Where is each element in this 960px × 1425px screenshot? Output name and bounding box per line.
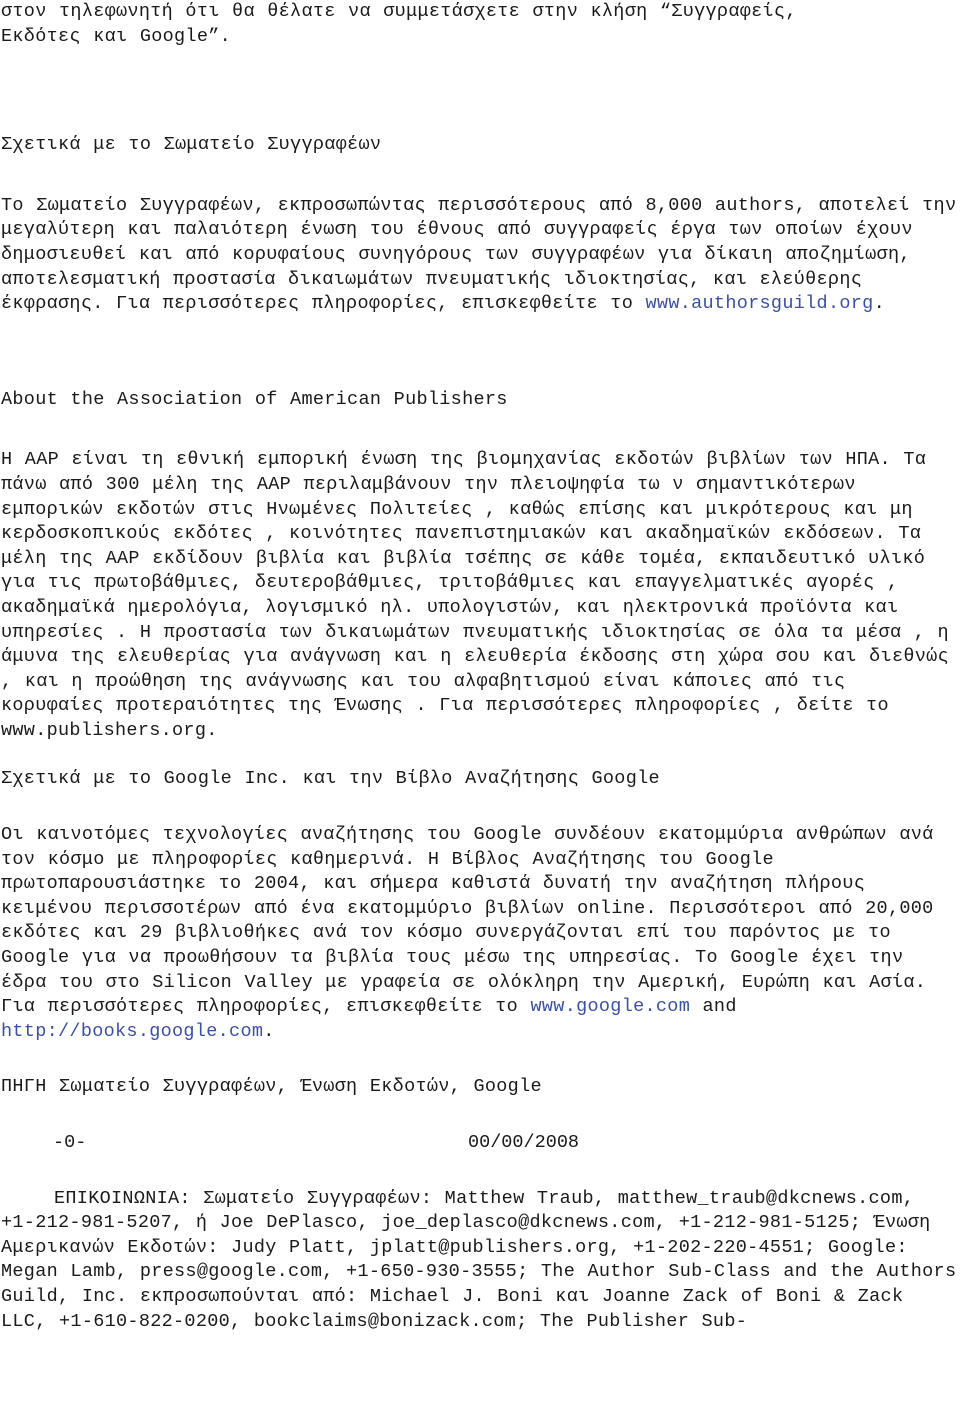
authors-guild-body: [0, 194, 960, 317]
intro-line-2: Εκδότες και Google”.: [1, 25, 232, 47]
google-link[interactable]: www.google.com: [530, 996, 691, 1018]
intro-line-1: στον τηλεφωνητή ότι θα θέλατε να συμμετάσχετε στην κλήση “Συγγραφείς,: [1, 1, 797, 22]
google-body: [0, 823, 960, 1044]
authors-guild-heading: Σχετικά με το Σωματείο Συγγραφέων: [1, 134, 382, 156]
intro-paragraph: [0, 0, 960, 49]
source-line: ΠΗΓΗ Σωματείο Συγγραφέων, Ένωση Εκδοτών, Google: [1, 1076, 542, 1098]
dateline-date: 00/00/2008: [468, 1132, 580, 1153]
google-heading: Σχετικά με το Google Inc. και την Βίβλο Αναζήτησης Google: [1, 768, 660, 790]
google-text: Οι καινοτόμες τεχνολογίες αναζήτησης του Google συνδέουν εκατομμύρια ανθρώπων ανά τον κόσμο με πληροφορίες καθημερινά. Η Βίβλος Αναζήτησης του Google πρωτοπαρουσιάστηκε το 2004, και σήμερα καθιστά δυνατή την αναζήτηση πλήρους κειμένου περισσοτέρων από ένα εκατομμύριο βιβλίων online. Περισσότεροι από 20,000 εκδότες και 29 βιβλιοθήκες ανά τον κόσμο συνεργάζονται επί του παρόντος με το Google για να προωθήσουν τα βιβλία τους μέσω της υπηρεσίας. Το Google έχει την έδρα του στο Silicon Valley με γραφεία σε ολόκληρη την Αμερική, Ευρώπη και Ασία. Για περισσότερες πληροφορίες, επισκεφθείτε το: [1, 824, 934, 1018]
authors-guild-link[interactable]: www.authorsguild.org: [645, 293, 874, 315]
aap-body: Η AAP είναι τη εθνική εμπορική ένωση της βιομηχανίας εκδοτών βιβλίων των ΗΠΑ. Τα πάνω από 300 μέλη της AAP περιλαμβάνουν την πλειοψηφία τω ν σημαντικότερων εμπορικών εκδοτών στις Ηνωμένες Πολιτείες , καθώς επίσης και μικρότερους και μη κερδοσκοπικούς εκδότες , κοινότητες πανεπιστημιακών και ακαδημαϊκών εκδόσεων. Τα μέλη της AAP εκδίδουν βιβλία και βιβλία τσέπης σε κάθε τομέα, εκπαιδευτικό υλικό για τις πρωτοβάθμιες, δευτεροβάθμιες, τριτοβάθμιες και επαγγελματικές αγορές , ακαδημαϊκά ημερολόγια, λογισμικό ηλ. υπολογιστών, και ηλεκτρονικά προϊόντα και υπηρεσίες . Η προστασία των δικαιωμάτων πνευματικής ιδιοκτησίας σε όλα τα μέσα , η άμυνα της ελευθερίας για ανάγνωση και η ελευθερία έκδοσης στη χώρα σου και διεθνώς , και η προώθηση της ανάγνωσης και του αλφαβητισμού είναι κάποιες από τις κορυφαίες προτεραιότητες της Ένωσης . Για περισσότερες πληροφορίες , δείτε το www.publishers.org.: [1, 449, 949, 741]
dateline: [0, 1131, 960, 1156]
google-books-link[interactable]: http://books.google.com: [1, 1020, 264, 1042]
authors-guild-text: Το Σωματείο Συγγραφέων, εκπροσωπώντας περισσότερους από 8,000 authors, αποτελεί την μεγαλύτερη και παλαιότερη ένωση του έθνους από συγγραφείς έργα των οποίων έχουν δημοσιευθεί και από κορυφαίους συνηγόρους των συγγραφέων για δίκαιη αποζημίωση, αποτελεσματική προστασία δικαιωμάτων πνευματικής ιδιοκτησίας, και ελεύθερης έκφρασης. Για περισσότερες πληροφορίες, επισκεφθείτε το: [1, 194, 957, 315]
aap-heading: About the Association of American Publishers: [1, 388, 508, 410]
google-tail: .: [263, 1020, 275, 1042]
authors-guild-tail: .: [873, 293, 885, 315]
google-joiner: and: [690, 996, 737, 1018]
contact-paragraph: ΕΠΙΚΟΙΝΩΝΙΑ: Σωματείο Συγγραφέων: Matthew Traub, matthew_traub@dkcnews.com, +1-212-981-5207, ή Joe DePlasco, joe_deplasco@dkcnews.com, +1-212-981-5125; Ένωση Αμερικανών Εκδοτών: Judy Platt, jplatt@publishers.org, +1-202-220-4551; Google: Megan Lamb, press@google.com, +1-650-930-3555; The Author Sub-Class and the Authors Guild, Inc. εκπροσωπούνται από: Michael J. Boni και Joanne Zack of Boni & Zack LLC, +1-610-822-0200, bookclaims@bonizack.com; The Publisher Sub-: [1, 1187, 957, 1332]
dateline-marker: -0-: [53, 1132, 87, 1153]
